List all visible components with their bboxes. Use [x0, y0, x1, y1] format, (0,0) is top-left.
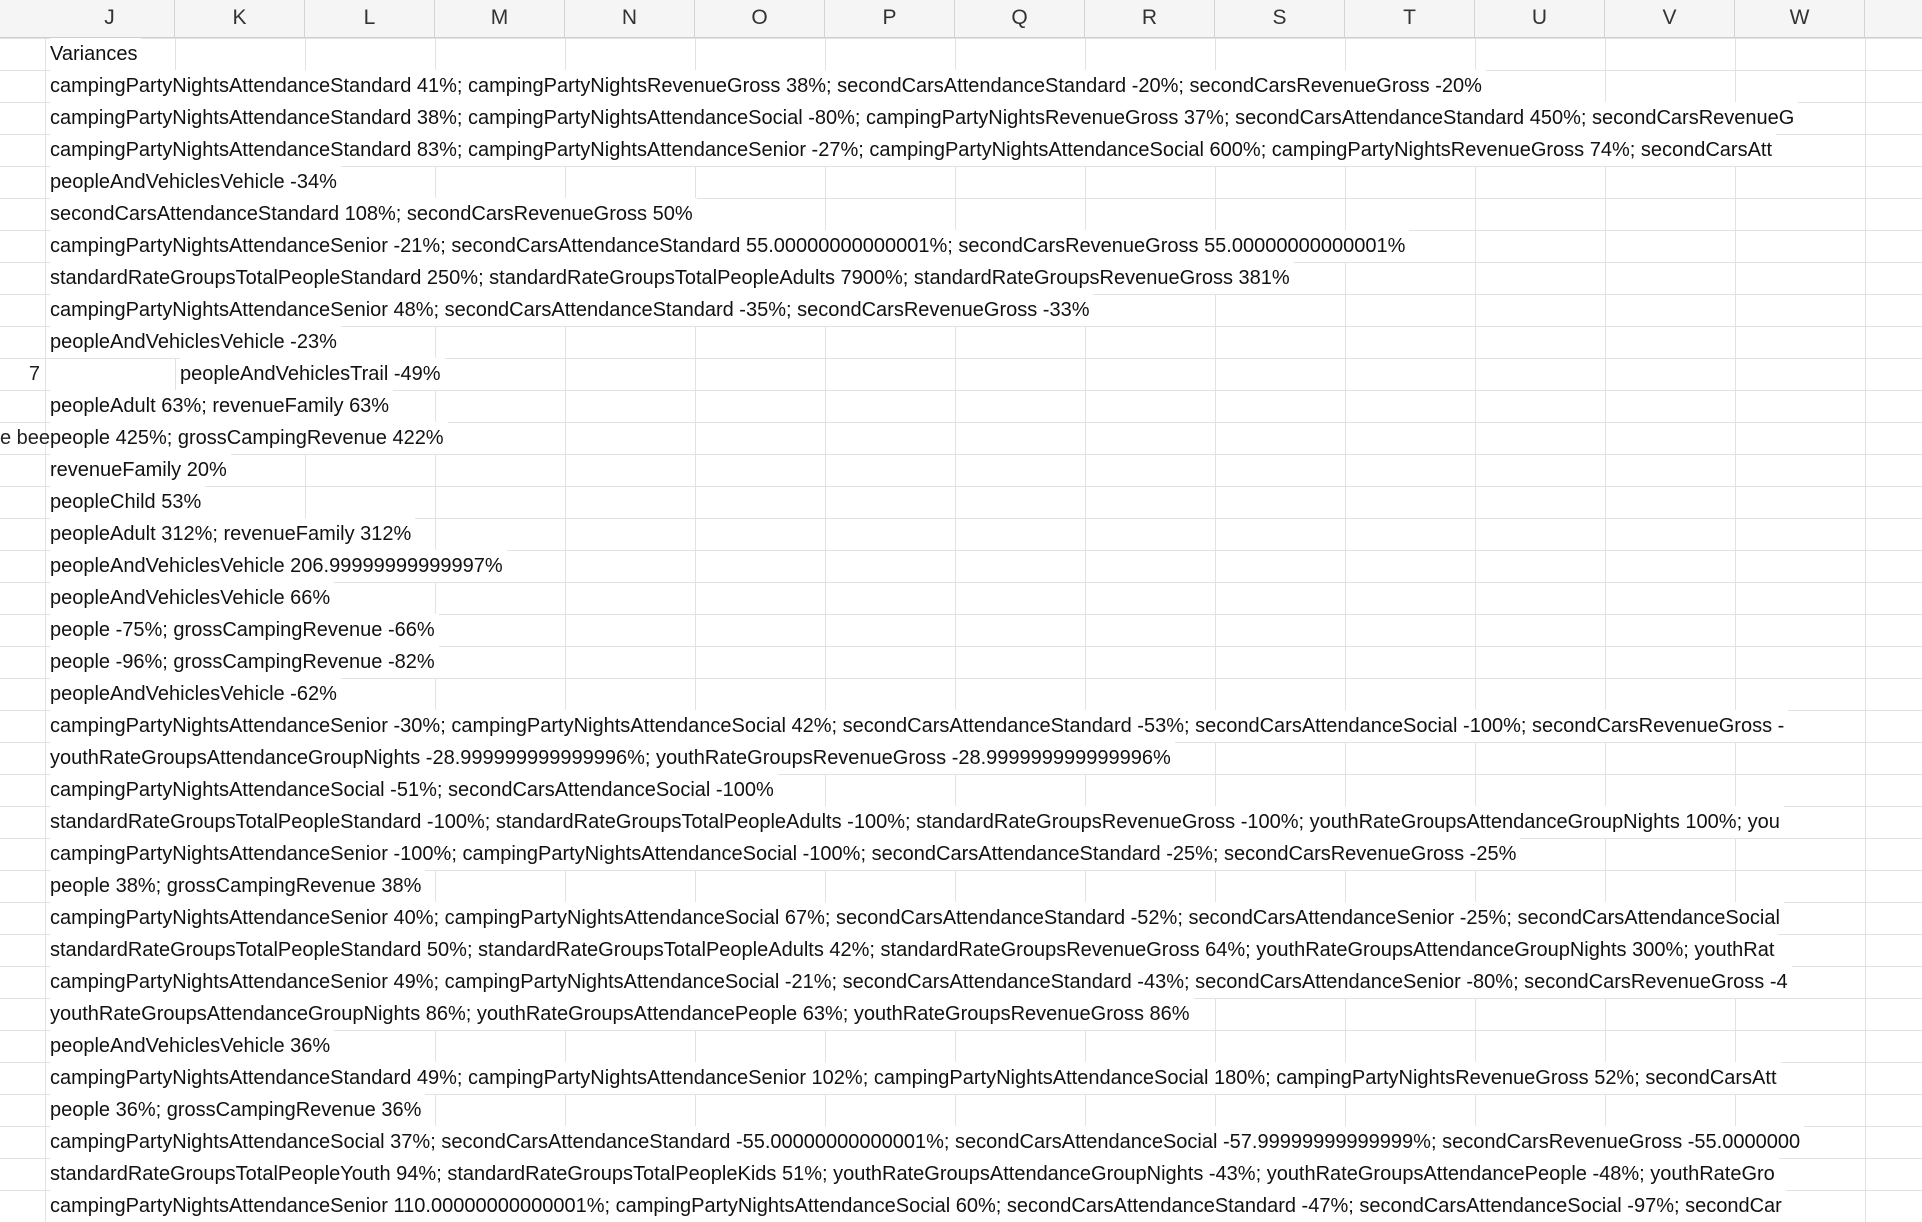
table-row — [0, 518, 1922, 550]
table-row — [0, 454, 1922, 486]
table-row — [0, 934, 1922, 966]
cell-j-variance[interactable]: campingPartyNightsAttendanceSenior -30%; campingPartyNightsAttendanceSocial 42%; secondCarsAttendanceStandard -53%; secondCarsAttendanceSocial -100%; secondCarsRevenueGross - — [50, 710, 1788, 742]
column-header-bar — [0, 0, 1922, 38]
column-header-k[interactable]: K — [175, 0, 305, 37]
cell-j-variance[interactable]: campingPartyNightsAttendanceStandard 41%; campingPartyNightsRevenueGross 38%; secondCarsAttendanceStandard -20%; secondCarsRevenueGross -20% — [50, 70, 1486, 102]
cell-j-variance[interactable]: people 38%; grossCampingRevenue 38% — [50, 870, 425, 902]
cell-j-variance[interactable]: Variances — [50, 38, 141, 70]
cell-j-variance[interactable]: campingPartyNightsAttendanceSenior 48%; secondCarsAttendanceStandard -35%; secondCarsRevenueGross -33% — [50, 294, 1093, 326]
cell-j-variance[interactable]: secondCarsAttendanceStandard 108%; secondCarsRevenueGross 50% — [50, 198, 697, 230]
cell-j-variance[interactable]: campingPartyNightsAttendanceSenior 110.00000000000001%; campingPartyNightsAttendanceSocial 60%; secondCarsAttendanceStandard -47%; secondCarsAttendanceSocial -97%; secondCar — [50, 1190, 1786, 1222]
cell-j-variance[interactable]: peopleChild 53% — [50, 486, 205, 518]
table-row — [0, 1126, 1922, 1158]
table-row — [0, 646, 1922, 678]
cell-j-variance[interactable]: campingPartyNightsAttendanceStandard 83%; campingPartyNightsAttendanceSenior -27%; campingPartyNightsAttendanceSocial 600%; campingPartyNightsRevenueGross 74%; secondCarsAtt — [50, 134, 1776, 166]
cell-j-variance[interactable]: peopleAndVehiclesVehicle -23% — [50, 326, 341, 358]
table-row — [0, 198, 1922, 230]
table-row — [0, 134, 1922, 166]
cell-j-variance[interactable]: standardRateGroupsTotalPeopleStandard -100%; standardRateGroupsTotalPeopleAdults -100%; standardRateGroupsRevenueGross -100%; youthRateGroupsAttendanceGroupNights 100%; you — [50, 806, 1784, 838]
table-row — [0, 358, 1922, 390]
cell-k-variance[interactable]: peopleAndVehiclesTrail -49% — [180, 358, 445, 390]
cell-j-variance[interactable]: peopleAndVehiclesVehicle 206.99999999999997% — [50, 550, 507, 582]
table-row — [0, 742, 1922, 774]
table-row — [0, 838, 1922, 870]
cell-j-variance[interactable]: people -96%; grossCampingRevenue -82% — [50, 646, 439, 678]
cell-j-variance[interactable]: campingPartyNightsAttendanceSenior -21%; secondCarsAttendanceStandard 55.00000000000001%; secondCarsRevenueGross 55.00000000000001% — [50, 230, 1409, 262]
column-header-v[interactable]: V — [1605, 0, 1735, 37]
column-header-p[interactable]: P — [825, 0, 955, 37]
cell-i-value[interactable]: 7 — [28, 363, 40, 385]
table-row — [0, 390, 1922, 422]
column-header-l[interactable]: L — [305, 0, 435, 37]
table-row — [0, 294, 1922, 326]
table-row — [0, 1062, 1922, 1094]
table-row — [0, 326, 1922, 358]
cell-j-variance[interactable]: campingPartyNightsAttendanceSocial -51%; secondCarsAttendanceSocial -100% — [50, 774, 778, 806]
table-row — [0, 1190, 1922, 1222]
cell-j-variance[interactable]: peopleAndVehiclesVehicle -34% — [50, 166, 341, 198]
table-row — [0, 998, 1922, 1030]
column-header-n[interactable]: N — [565, 0, 695, 37]
table-row — [0, 486, 1922, 518]
table-row — [0, 614, 1922, 646]
column-header-q[interactable]: Q — [955, 0, 1085, 37]
cell-j-variance[interactable]: campingPartyNightsAttendanceStandard 38%; campingPartyNightsAttendanceSocial -80%; campingPartyNightsRevenueGross 37%; secondCarsAttendanceStandard 450%; secondCarsRevenueG — [50, 102, 1798, 134]
cell-j-variance[interactable]: campingPartyNightsAttendanceSenior 40%; campingPartyNightsAttendanceSocial 67%; secondCarsAttendanceStandard -52%; secondCarsAttendanceSenior -25%; secondCarsAttendanceSocial — [50, 902, 1784, 934]
cell-j-variance[interactable]: youthRateGroupsAttendanceGroupNights 86%; youthRateGroupsAttendancePeople 63%; youthRateGroupsRevenueGross 86% — [50, 998, 1194, 1030]
table-row — [0, 870, 1922, 902]
cell-j-variance[interactable]: campingPartyNightsAttendanceSenior -100%; campingPartyNightsAttendanceSocial -100%; secondCarsAttendanceStandard -25%; secondCarsRevenueGross -25% — [50, 838, 1520, 870]
table-row — [0, 166, 1922, 198]
cell-j-variance[interactable]: campingPartyNightsAttendanceSocial 37%; secondCarsAttendanceStandard -55.00000000000001%; secondCarsAttendanceSocial -57.99999999999999%; secondCarsRevenueGross -55.0000000 — [50, 1126, 1804, 1158]
column-header-w[interactable]: W — [1735, 0, 1865, 37]
cell-j-variance[interactable]: standardRateGroupsTotalPeopleStandard 250%; standardRateGroupsTotalPeopleAdults 7900%; standardRateGroupsRevenueGross 381% — [50, 262, 1294, 294]
table-row — [0, 422, 1922, 454]
table-row — [0, 230, 1922, 262]
cell-j-variance[interactable]: peopleAndVehiclesVehicle 36% — [50, 1030, 334, 1062]
cell-j-variance[interactable]: people 425%; grossCampingRevenue 422% — [50, 422, 448, 454]
cell-j-variance[interactable]: standardRateGroupsTotalPeopleStandard 50%; standardRateGroupsTotalPeopleAdults 42%; standardRateGroupsRevenueGross 64%; youthRateGroupsAttendanceGroupNights 300%; youthRat — [50, 934, 1778, 966]
table-row — [0, 70, 1922, 102]
table-row — [0, 966, 1922, 998]
column-header-u[interactable]: U — [1475, 0, 1605, 37]
column-header-s[interactable]: S — [1215, 0, 1345, 37]
table-row — [0, 902, 1922, 934]
cell-j-variance[interactable]: people -75%; grossCampingRevenue -66% — [50, 614, 439, 646]
column-header-o[interactable]: O — [695, 0, 825, 37]
cell-j-variance[interactable]: standardRateGroupsTotalPeopleYouth 94%; standardRateGroupsTotalPeopleKids 51%; youthRateGroupsAttendanceGroupNights -43%; youthRateGroupsAttendancePeople -48%; youthRateGro — [50, 1158, 1779, 1190]
table-row — [0, 102, 1922, 134]
table-row — [0, 1030, 1922, 1062]
column-header-j[interactable]: J — [45, 0, 175, 37]
table-row — [0, 1158, 1922, 1190]
table-row — [0, 678, 1922, 710]
cell-j-variance[interactable]: campingPartyNightsAttendanceSenior 49%; campingPartyNightsAttendanceSocial -21%; secondCarsAttendanceStandard -43%; secondCarsAttendanceSenior -80%; secondCarsRevenueGross -4 — [50, 966, 1792, 998]
table-row — [0, 710, 1922, 742]
cell-j-variance[interactable]: youthRateGroupsAttendanceGroupNights -28.999999999999996%; youthRateGroupsRevenueGross -28.999999999999996% — [50, 742, 1175, 774]
table-row — [0, 38, 1922, 70]
cell-j-variance[interactable]: peopleAndVehiclesVehicle -62% — [50, 678, 341, 710]
table-row — [0, 806, 1922, 838]
cell-j-variance[interactable]: revenueFamily 20% — [50, 454, 231, 486]
cell-j-variance[interactable]: campingPartyNightsAttendanceStandard 49%; campingPartyNightsAttendanceSenior 102%; campingPartyNightsAttendanceSocial 180%; campingPartyNightsRevenueGross 52%; secondCarsAtt — [50, 1062, 1781, 1094]
table-row — [0, 774, 1922, 806]
column-header-t[interactable]: T — [1345, 0, 1475, 37]
cell-j-variance[interactable]: people 36%; grossCampingRevenue 36% — [50, 1094, 425, 1126]
table-row — [0, 1094, 1922, 1126]
table-row — [0, 550, 1922, 582]
cell-i-overflow-text[interactable]: e bee — [0, 427, 51, 449]
table-row — [0, 262, 1922, 294]
column-header-r[interactable]: R — [1085, 0, 1215, 37]
cell-j-variance[interactable]: peopleAndVehiclesVehicle 66% — [50, 582, 334, 614]
table-row — [0, 582, 1922, 614]
column-header-m[interactable]: M — [435, 0, 565, 37]
cell-j-variance[interactable]: peopleAdult 63%; revenueFamily 63% — [50, 390, 393, 422]
cell-j-variance[interactable]: peopleAdult 312%; revenueFamily 312% — [50, 518, 415, 550]
